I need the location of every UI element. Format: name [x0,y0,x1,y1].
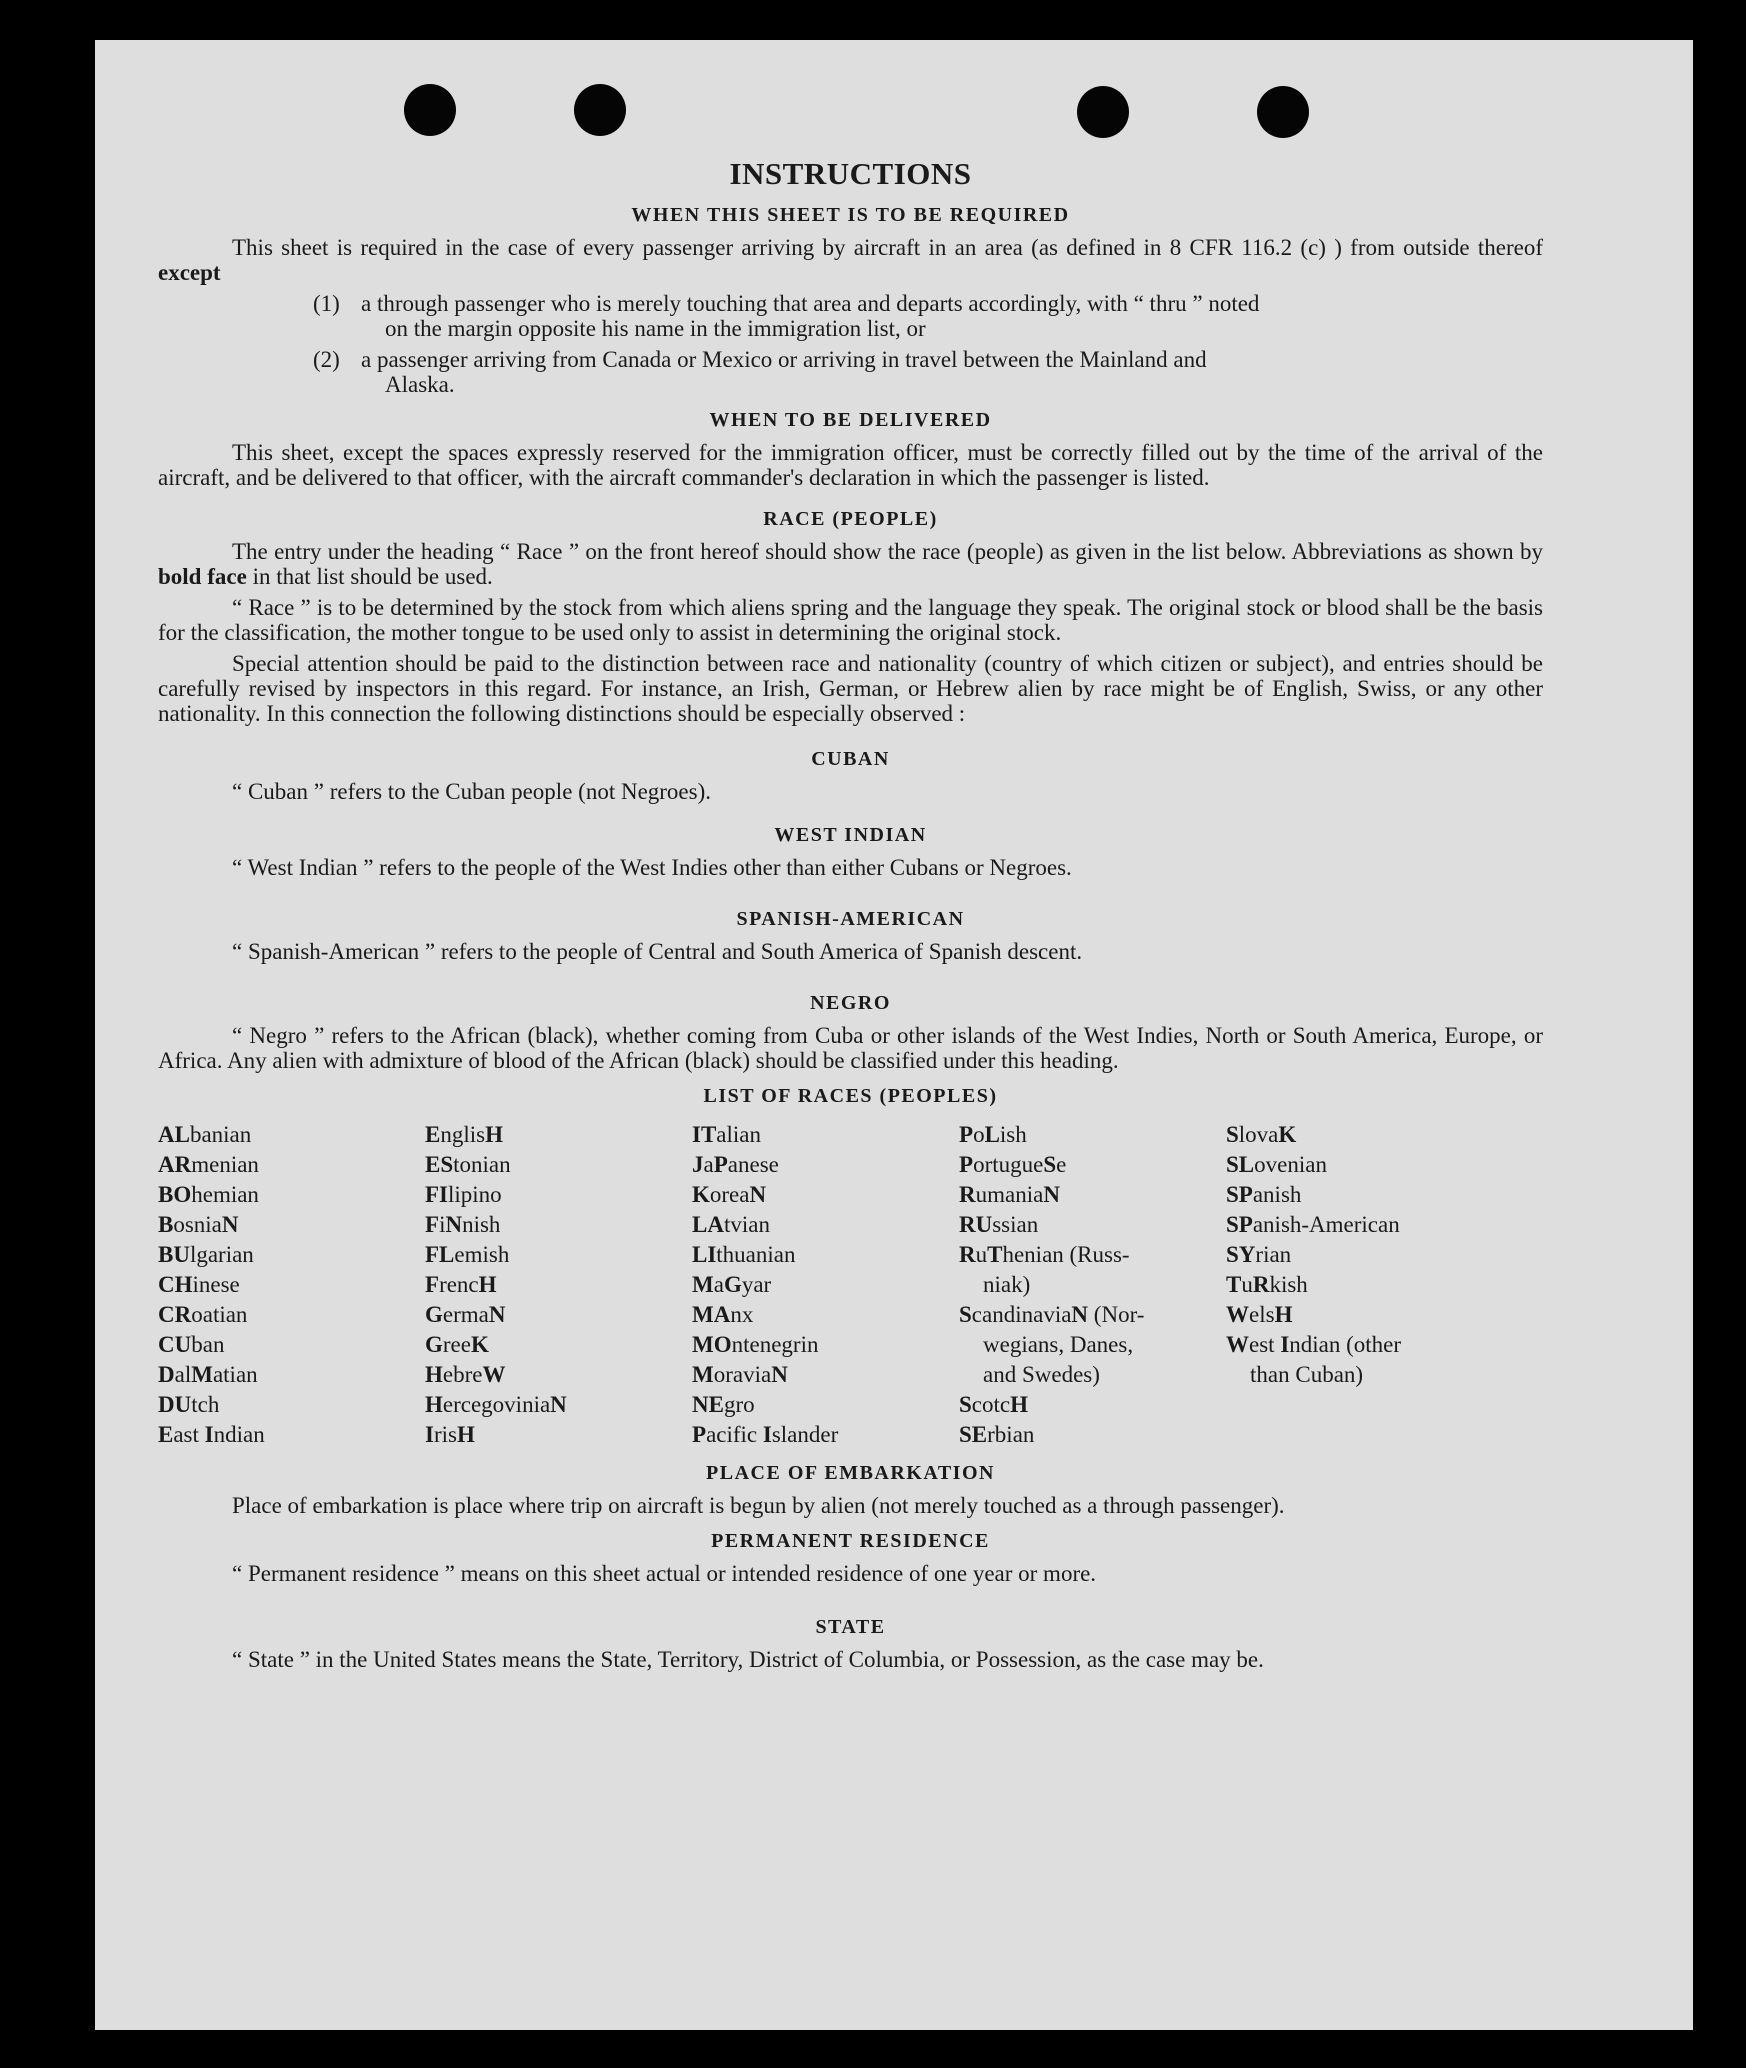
section-heading-west-indian: WEST INDIAN [774,824,927,846]
embarkation-text: Place of embarkation is place where trip on aircraft is begun by alien (not merely touched as a through passenger). [232,1493,1285,1518]
race-entry: FrencH [425,1272,497,1297]
section-heading-negro: NEGRO [810,992,891,1014]
race-entry: ScotcH [959,1392,1028,1417]
race-entry: RumaniaN [959,1182,1060,1207]
race-entry: KoreaN [692,1182,767,1207]
race-entry: Pacific Islander [692,1422,839,1447]
race-entry: EnglisH [425,1122,503,1147]
section-heading-delivered: WHEN TO BE DELIVERED [709,409,992,431]
race-entry: CRoatian [158,1302,248,1327]
race-paragraph-3: Special attention should be paid to the distinction between race and nationality (country of which citizen or subject), and entries should be carefully revised by inspectors in this regard. For instance, an Irish, German, or Hebrew alien by race might be of English, Swiss, or any other nationality. In this connection the following distinctions should be especially observed : [158,651,1543,726]
race-entry: PortugueSe [959,1152,1067,1177]
race-entry: ALbanian [158,1122,252,1147]
cuban-text: “ Cuban ” refers to the Cuban people (not Negroes). [232,779,712,804]
state-text: “ State ” in the United States means the State, Territory, District of Columbia, or Possession, as the case may be. [232,1647,1264,1672]
races-column-4 [959,1120,1226,1450]
race-entry: than Cuban) [1250,1362,1364,1387]
race-entry: TuRkish [1226,1272,1308,1297]
race-entry: BosniaN [158,1212,239,1237]
races-column-2 [425,1120,692,1450]
race-entry: LAtvian [692,1212,770,1237]
race-entry: EStonian [425,1152,511,1177]
race-entry: DUtch [158,1392,220,1417]
race-entry: wegians, Danes, [983,1332,1134,1357]
section-heading-embarkation: PLACE OF EMBARKATION [706,1462,995,1484]
required-exception-2: (2) a passenger arriving from Canada or Mexico or arriving in travel between the Mainland and Alaska. [313,347,1207,397]
race-entry: DalMatian [158,1362,258,1387]
race-entry: FiNnish [425,1212,501,1237]
residence-text: “ Permanent residence ” means on this sheet actual or intended residence of one year or more. [232,1561,1097,1586]
section-heading-cuban: CUBAN [811,748,890,770]
race-entry: ScandinaviaN (Nor- [959,1302,1145,1327]
race-entry: HercegoviniaN [425,1392,567,1417]
race-entry: East Indian [158,1422,265,1447]
races-column-5 [1226,1120,1493,1450]
west-indian-text: “ West Indian ” refers to the people of the West Indies other than either Cubans or Negroes. [232,855,1072,880]
race-paragraph-2: “ Race ” is to be determined by the stock from which aliens spring and the language they speak. The original stock or blood shall be the basis for the classification, the mother tongue to be used only to assist in determining the original stock. [158,595,1543,645]
section-heading-races-list: LIST OF RACES (PEOPLES) [703,1085,998,1107]
race-entry: SPanish-American [1226,1212,1400,1237]
section-heading-residence: PERMANENT RESIDENCE [711,1530,990,1552]
race-entry: SlovaK [1226,1122,1297,1147]
race-entry: JaPanese [692,1152,779,1177]
section-heading-required: WHEN THIS SHEET IS TO BE REQUIRED [631,204,1070,226]
races-column-1 [158,1120,425,1450]
race-entry: PoLish [959,1122,1027,1147]
section-heading-race: RACE (PEOPLE) [763,508,938,530]
instructions-content [158,118,1543,1678]
required-exception-1: (1) a through passenger who is merely touching that area and departs accordingly, with “ thru ” noted on the margin opposite his name in the immigration list, or [313,291,1260,341]
race-entry: MAnx [692,1302,754,1327]
race-entry: CHinese [158,1272,240,1297]
races-column-3 [692,1120,959,1450]
race-entry: FLemish [425,1242,510,1267]
race-entry: HebreW [425,1362,506,1387]
race-entry: NEgro [692,1392,755,1417]
delivered-text: This sheet, except the spaces expressly reserved for the immigration officer, must be correctly filled out by the time of the arrival of the aircraft, and be delivered to that officer, with the aircraft commander's declaration in which the passenger is listed. [158,440,1543,490]
race-entry: GreeK [425,1332,489,1357]
races-list [158,1120,1543,1450]
race-entry: IrisH [425,1422,475,1447]
race-entry: ITalian [692,1122,761,1147]
required-intro: This sheet is required in the case of every passenger arriving by aircraft in an area (as defined in 8 CFR 116.2 (c) ) from outside thereof except [158,235,1543,285]
section-heading-spanish-american: SPANISH-AMERICAN [736,908,965,930]
race-entry: LIthuanian [692,1242,796,1267]
spanish-american-text: “ Spanish-American ” refers to the people of Central and South America of Spanish descent. [232,939,1083,964]
negro-text: “ Negro ” refers to the African (black), whether coming from Cuba or other islands of the West Indies, North or South America, Europe, or Africa. Any alien with admixture of blood of the African (black) should be classified under this heading. [158,1023,1543,1073]
race-entry: West Indian (other [1226,1332,1402,1357]
race-entry: BOhemian [158,1182,259,1207]
race-entry: SPanish [1226,1182,1302,1207]
race-entry: MOntenegrin [692,1332,819,1357]
race-entry: SLovenian [1226,1152,1327,1177]
race-entry: CUban [158,1332,225,1357]
race-entry: and Swedes) [983,1362,1100,1387]
race-paragraph-1: The entry under the heading “ Race ” on the front hereof should show the race (people) as given in the list below. Abbreviations as shown by bold face in that list should be used. [158,539,1543,589]
race-entry: SYrian [1226,1242,1292,1267]
section-heading-state: STATE [815,1616,886,1638]
race-entry: FIlipino [425,1182,502,1207]
race-entry: GermaN [425,1302,506,1327]
page-title: INSTRUCTIONS [729,156,972,191]
race-entry: RUssian [959,1212,1039,1237]
race-entry: WelsH [1226,1302,1293,1327]
race-entry: ARmenian [158,1152,259,1177]
race-entry: MoraviaN [692,1362,788,1387]
race-entry: MaGyar [692,1272,772,1297]
race-entry: RuThenian (Russ- [959,1242,1130,1267]
race-entry: SErbian [959,1422,1035,1447]
race-entry: niak) [983,1272,1031,1297]
race-entry: BUlgarian [158,1242,254,1267]
